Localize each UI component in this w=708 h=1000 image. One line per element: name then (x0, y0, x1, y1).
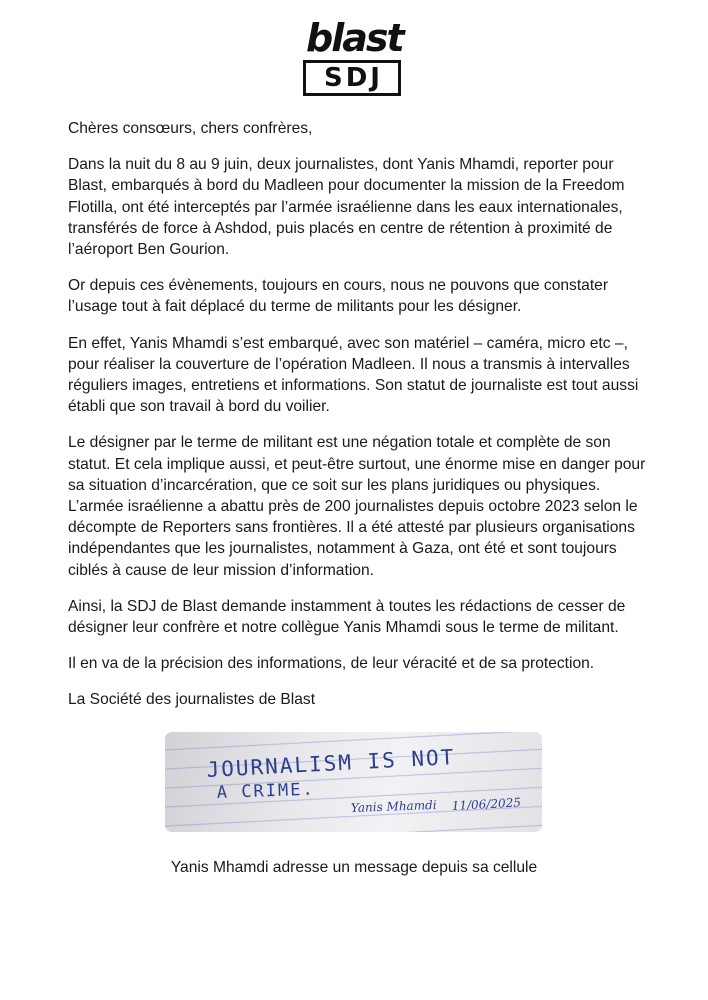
signature: La Société des journalistes de Blast (68, 691, 316, 709)
photo-caption: Yanis Mhamdi adresse un message depuis sa cellule (170, 859, 538, 876)
logo-sdj-box: SDJ (303, 60, 401, 96)
handwritten-note-photo (165, 732, 542, 832)
letter-body (68, 118, 648, 726)
blast-sdj-logo (302, 16, 406, 100)
paragraph-4: Le désigner par le terme de militant est une négation totale et complète de son statut. Et cela implique aussi, et peut-être surtout, une énorme mise en danger pour sa situation d’incarcération, que ce soit sur les plans juridiques ou physiques. L’armée israélienne a abattu près de 200 journalistes depuis octobre 2023 selon le décompte de Reporters sans frontières. Il a été attesté par plusieurs organisations indépendantes que les journalistes, notamment à Gaza, ont été et sont toujours ciblés à cause de leur mission d’information. (68, 434, 646, 579)
paragraph-1: Dans la nuit du 8 au 9 juin, deux journalistes, dont Yanis Mhamdi, reporter pour Blast, embarqués à bord du Madleen pour documenter la mission de la Freedom Flotilla, ont été interceptés par l’armée israélienne dans les eaux internationales, transférés de force à Ashdod, puis placés en centre de rétention à proximité de l’aéroport Ben Gourion. (68, 156, 625, 259)
salutation: Chères consœurs, chers confrères, (68, 120, 313, 137)
logo-wordmark: blast (306, 16, 403, 60)
handwritten-note-drawing (165, 732, 542, 832)
paragraph-5: Ainsi, la SDJ de Blast demande instamment à toutes les rédactions de cesser de désigner leur confrère et notre collègue Yanis Mhamdi sous le terme de militant. (68, 597, 626, 637)
handwriting-line-2: A CRIME. (216, 779, 316, 803)
paragraph-6: Il en va de la précision des informations, de leur véracité et de sa protection. (68, 655, 595, 673)
paragraph-2: Or depuis ces évènements, toujours en cours, nous ne pouvons que constater l’usage tout à fait déplacé du terme de militants pour les désigner. (68, 277, 609, 316)
handwriting-line-1: JOURNALISM IS NOT (206, 744, 456, 782)
handwriting-signature: Yanis Mhamdi (350, 798, 437, 815)
handwriting-date: 11/06/2025 (451, 795, 522, 813)
paragraph-3: En effet, Yanis Mhamdi s’est embarqué, avec son matériel – caméra, micro etc –, pour réaliser la couverture de l’opération Madleen. Il nous a transmis à intervalles réguliers images, entretiens et informations. Son statut de journaliste est tout aussi établi que son travail à bord du voilier. (68, 334, 639, 416)
